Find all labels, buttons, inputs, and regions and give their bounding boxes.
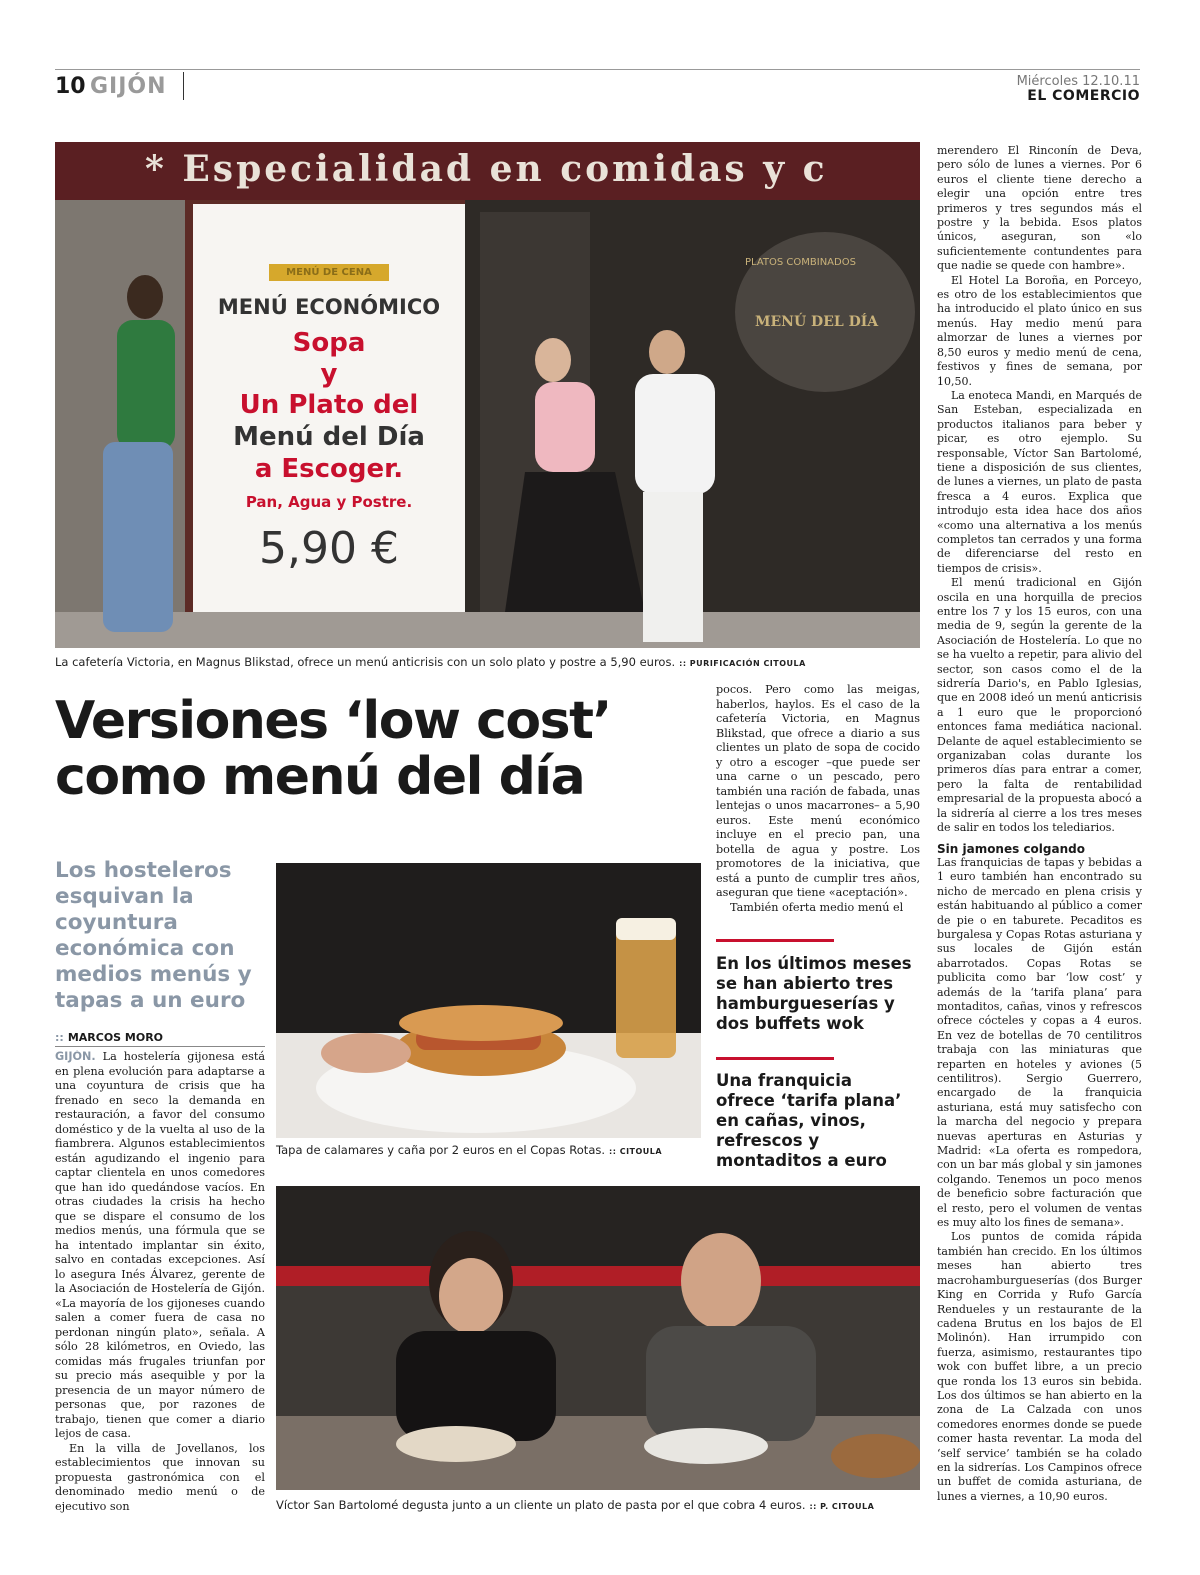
body-paragraph: merendero El Rinconín de Deva, pero sólo de lunes a viernes. Por 6 euros el cliente tiene derecho a elegir una opción entre tres primeros y tres segundos más el postre y la bebida. Esos platos únicos, aseguran, son «lo suficientemente contundentes para que nadie se quede con hambre». xyxy=(937,144,1142,273)
cafeteria-photo-art xyxy=(55,142,920,648)
pullquote-rule xyxy=(716,1057,834,1060)
page-number: 10 xyxy=(55,74,86,99)
byline xyxy=(55,1031,265,1044)
body-paragraph: Los puntos de comida rápida también han crecido. En los últimos meses han abierto tres macrohamburgueserías (dos Burger King en Corrida y Rufo García Rendueles y un restaurante de la cadena Brutus en los bajos de El Molinón). Han irrumpido con fuerza, asimismo, restaurantes tipo wok con buffet libre, a un precio que ronda los 13 euros sin bebida. Los dos últimos se han abierto en la zona de La Calzada con unos comedores enormes donde se puede comer hasta reventar. La moda del ‘self service’ también se ha colado en la sidrerías. Los Campinos ofrece un buffet de comida asturiana, de lunes a viernes, a 10,90 euros. xyxy=(937,1230,1142,1503)
poster-line: a Escoger. xyxy=(254,454,404,484)
section-name: GIJÓN xyxy=(90,74,167,99)
newspaper-name: EL COMERCIO xyxy=(1027,88,1140,104)
body-paragraph: Las franquicias de tapas y bebidas a 1 euro también han encontrado su nicho de mercado en plena crisis y están habituando al público a comer de pie o en taburete. Pecaditos es burgalesa y Copas Rotas asturiana y sus locales de Gijón están abarrotados. Copas Rotas se publicita como bar ‘low cost’ y además de la ‘tarifa plana’ para montaditos, cañas, vinos y refrescos ofrece cócteles y copas a 4 euros. En vez de botellas de 70 centilitros trabaja con las miniaturas que reparten en hoteles y aviones (5 centilitros). Sergio Guerrero, encargado de la franquicia asturiana, está muy satisfecho con la marcha del negocio y prepara nuevas aperturas en Asturias y Madrid: «La oferta es rompedora, con un bar más global y sin jamones colgando. Tenemos un poco menos de beneficio sobre facturación que el resto, pero el volumen de ventas es muy alto los fines de semana». xyxy=(937,855,1142,1230)
tapa-photo-art xyxy=(276,863,701,1138)
poster-badge: MENÚ DE CENA xyxy=(269,264,389,281)
author-name: MARCOS MORO xyxy=(67,1031,164,1044)
poster-line: Un Plato del xyxy=(239,390,419,420)
body-paragraph: El Hotel La Boroña, en Porceyo, es otro de los establecimientos que ha introducido el plato único en sus menús. Hay medio menú para almorzar de lunes a viernes por 8,50 euros y medio menú de cena, festivos y fines de semana, por 10,50. xyxy=(937,273,1142,388)
caption-text: La cafetería Victoria, en Magnus Blikstad, ofrece un menú anticrisis con un solo plato y postre a 5,90 euros. xyxy=(55,655,676,669)
poster-line: Menú del Día xyxy=(233,422,425,452)
poster-line: y xyxy=(320,359,338,389)
issue-date: Miércoles 12.10.11 xyxy=(1016,74,1140,89)
body-paragraph: La enoteca Mandi, en Marqués de San Esteban, especializada en productos italianos para beber y picar, es otro ejemplo. Su responsable, Víctor San Bartolomé, tiene a disposición de sus clientes, de lunes a viernes, un plato de pasta fresca a 4 euros. Explica que introdujo esta idea hace dos años «como una alternativa a los menús completos tan cerrados y una forma de diferenciarse del resto en tiempos de crisis». xyxy=(937,388,1142,575)
header-rule xyxy=(55,69,1140,70)
article-column-4 xyxy=(937,144,1142,1544)
body-paragraph: La hostelería gijonesa está en plena evolución para adaptarse a una coyuntura de crisis que ha frenado en seco la demanda en restauración, a favor del consumo doméstico y de la vuelta al uso de la fiambrera. Algunos establecimientos están agudizando el ingenio para captar clientela en unos comedores que han ido quedándose vacíos. En otras ciudades la crisis ha hecho que se dispare el consumo de los medios menús, una fórmula que se ha intentado implantar sin éxito, salvo en contadas excepciones. Así lo asegura Inés Álvarez, gerente de la Asociación de Hostelería de Gijón. «La mayoría de los gijoneses cuando salen a comer fuera de casa no perdonan ningún plato», señala. A sólo 28 kilómetros, en Oviedo, las comidas más frugales triunfan por su precio más asequible y por la presencia de un mayor número de personas que, por razones de trabajo, tienen que comer a diario lejos de casa. xyxy=(55,1050,265,1440)
body-paragraph: El menú tradicional en Gijón oscila en una horquilla de precios entre los 7 y los 15 euros, con una media de 9, según la gerente de la Asociación de Hostelería. Lo que no se ha vuelto a repetir, para alivio del sector, son casos como el de la sidrería Dario's, en Pablo Iglesias, que en 2008 ideó un menú anticrisis a 1 euro que le proporcionó entonces fama mediática nacional. Delante de aquel establecimiento se organizaban colas durante los primeros días para entrar a comer, pero la falta de rentabilidad empresarial de la propuesta abocó a la sidrería al cierre a los tres meses de salir en todos los telediarios. xyxy=(937,576,1142,835)
poster xyxy=(193,204,465,636)
header-divider xyxy=(183,72,184,100)
article-headline: Versiones ‘low cost’ como menú del día xyxy=(55,691,611,807)
poster-title: MENÚ ECONÓMICO xyxy=(217,295,441,319)
article-subhead: Los hosteleros esquivan la coyuntura económica con medios menús y tapas a un euro xyxy=(55,858,252,1013)
photo-caption xyxy=(55,655,806,669)
byline-rule xyxy=(55,1046,265,1047)
cafeteria-photo xyxy=(55,142,920,648)
body-paragraph: pocos. Pero como las meigas, haberlos, haylos. Es el caso de la cafetería Victoria, en Magnus Blikstad, que ofrece a diario a sus clientes un plato de sopa de cocido y otro a escoger –que puede ser una carne o un pescado, pero también una ración de fabada, unas lentejas o unos macarrones– a 5,90 euros. Este menú económico incluye en el precio pan, una botella de agua y postre. Los promotores de la iniciativa, que está a punto de cumplir tres años, aseguran que tiene «aceptación». xyxy=(716,683,920,899)
pullquote: Una franquicia ofrece ‘tarifa plana’ en cañas, vinos, refrescos y montaditos a euro xyxy=(716,1071,902,1170)
body-paragraph: También oferta medio menú el xyxy=(730,900,904,914)
poster-price: 5,90 € xyxy=(259,523,399,574)
diners-photo-art xyxy=(276,1186,920,1490)
caption-text: Tapa de calamares y caña por 2 euros en el Copas Rotas. xyxy=(276,1143,606,1157)
caption-text: Víctor San Bartolomé degusta junto a un cliente un plato de pasta por el que cobra 4 euros. xyxy=(276,1498,806,1512)
body-paragraph: En la villa de Jovellanos, los establecimientos que innovan su propuesta gastronómica con el denominado medio menú o de ejecutivo son xyxy=(55,1441,265,1513)
photo-credit: :: P. CITOULA xyxy=(809,1502,875,1511)
article-column-3 xyxy=(716,683,920,915)
dateline-city: GIJÓN. xyxy=(55,1050,96,1063)
tapa-photo xyxy=(276,863,701,1138)
photo-caption xyxy=(276,1143,662,1157)
photo-caption xyxy=(276,1498,874,1512)
photo-credit: :: CITOULA xyxy=(609,1147,663,1156)
window-text: MENÚ DEL DÍA xyxy=(755,314,879,330)
sign-banner: * Especialidad en comidas y c xyxy=(145,148,828,190)
window-text: PLATOS COMBINADOS xyxy=(745,257,856,268)
byline-marker: :: xyxy=(55,1031,64,1044)
poster-line: Pan, Agua y Postre. xyxy=(245,493,413,511)
poster-line: Sopa xyxy=(292,328,366,358)
section-subtitle: Sin jamones colgando xyxy=(937,841,1085,856)
pullquote: En los últimos meses se han abierto tres hamburgueserías y dos buffets wok xyxy=(716,954,912,1033)
article-column-1 xyxy=(55,1050,265,1538)
diners-photo xyxy=(276,1186,920,1490)
pullquote-rule xyxy=(716,939,834,942)
photo-credit: :: PURIFICACIÓN CITOULA xyxy=(679,659,806,668)
